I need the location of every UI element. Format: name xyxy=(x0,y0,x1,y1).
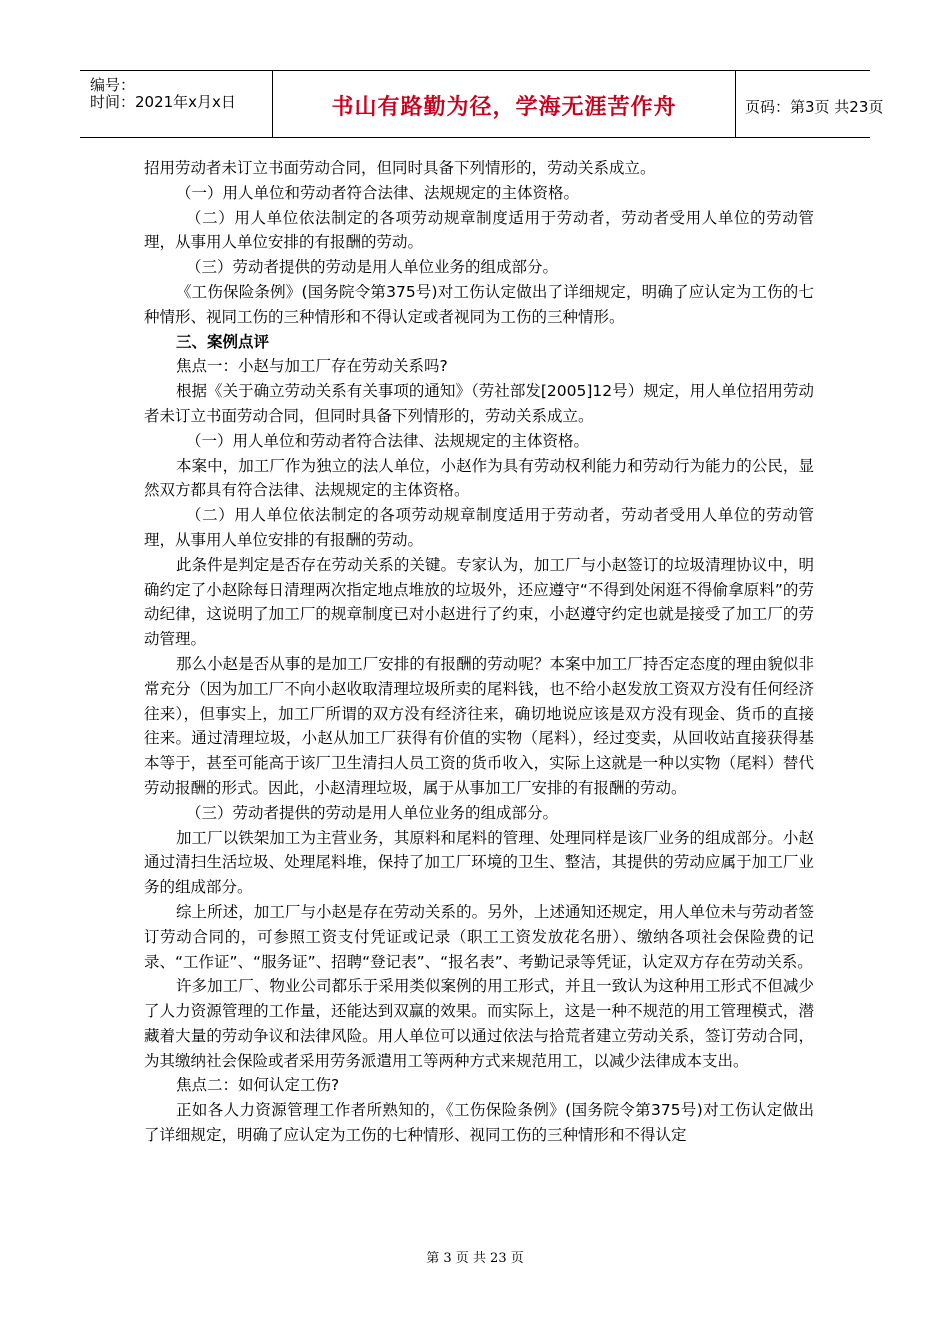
page-header xyxy=(80,70,884,138)
paragraph: 招用劳动者未订立书面劳动合同，但同时具备下列情形的，劳动关系成立。 xyxy=(144,159,656,177)
paragraph: （三）劳动者提供的劳动是用人单位业务的组成部分。 xyxy=(186,258,559,277)
paragraph: 综上所述，加工厂与小赵是存在劳动关系的。另外，上述通知还规定，用人单位未与劳动者签订劳动合同的，可参照工资支付凭证或记录（职工工资发放花名册）、缴纳各项社会保险费的记录、“工作证”、“服务证”、招聘“登记表”、“报名表”、考勤记录等凭证，认定双方存在劳动关系。 xyxy=(144,902,814,971)
paragraph: （二）用人单位依法制定的各项劳动规章制度适用于劳动者，劳动者受用人单位的劳动管理，从事用人单位安排的有报酬的劳动。 xyxy=(144,506,814,549)
document-date: 时间：2021年x月x日 xyxy=(90,93,236,111)
paragraph: 此条件是判定是否存在劳动关系的关键。专家认为，加工厂与小赵签订的垃圾清理协议中，明确约定了小赵除每日清理两次指定地点堆放的垃圾外，还应遵守“不得到处闲逛不得偷拿原料”的劳动纪律，这说明了加工厂的规章制度已对小赵进行了约束，小赵遵守约定也就是接受了加工厂的劳动管理。 xyxy=(144,555,814,649)
paragraph: （一）用人单位和劳动者符合法律、法规规定的主体资格。 xyxy=(176,183,580,202)
header-page-info: 页码：第3页 共23页 xyxy=(745,98,884,116)
paragraph: 那么小赵是否从事的是加工厂安排的有报酬的劳动呢？本案中加工厂持否定态度的理由貌似非常充分（因为加工厂不向小赵收取清理垃圾所卖的尾料钱，也不给小赵发放工资双方没有任何经济往来），但事实上，加工厂所谓的双方没有经济往来，确切地说应该是双方没有现金、货币的直接往来。通过清理垃圾，小赵从加工厂获得有价值的实物（尾料），经过变卖，从回收站直接获得基本等于，甚至可能高于该厂卫生清扫人员工资的货币收入，实际上这就是一种以实物（尾料）替代劳动报酬的形式。因此，小赵清理垃圾，属于从事加工厂安排的有报酬的劳动。 xyxy=(144,654,814,797)
document-number-label: 编号： xyxy=(90,76,136,94)
paragraph: （一）用人单位和劳动者符合法律、法规规定的主体资格。 xyxy=(186,431,590,450)
paragraph: 正如各人力资源管理工作者所熟知的，《工伤保险条例》(国务院令第375号)对工伤认定做出了详细规定，明确了应认定为工伤的七种情形、视同工伤的三种情形和不得认定 xyxy=(144,1101,814,1145)
paragraph: （二）用人单位依法制定的各项劳动规章制度适用于劳动者，劳动者受用人单位的劳动管理，从事用人单位安排的有报酬的劳动。 xyxy=(144,208,814,252)
paragraph: 本案中，加工厂作为独立的法人单位，小赵作为具有劳动权利能力和劳动行为能力的公民，显然双方都具有符合法律、法规规定的主体资格。 xyxy=(144,456,814,500)
paragraph: 许多加工厂、物业公司都乐于采用类似案例的用工形式，并且一致认为这种用工形式不但减少了人力资源管理的工作量，还能达到双赢的效果。而实际上，这是一种不规范的用工管理模式，潜藏着大量的劳动争议和法律风险。用人单位可以通过依法与拾荒者建立劳动关系，签订劳动合同，为其缴纳社会保险或者采用劳务派遣用工等两种方式来规范用工，以减少法律成本支出。 xyxy=(144,977,814,1070)
header-motto-cell xyxy=(272,71,736,137)
paragraph: 根据《关于确立劳动关系有关事项的通知》（劳社部发[2005]12号）规定，用人单位招用劳动者未订立书面劳动合同，但同时具备下列情形的，劳动关系成立。 xyxy=(144,382,814,425)
section-heading: 三、案例点评 xyxy=(176,332,270,351)
page-footer: 第 3 页 共 23 页 xyxy=(426,1251,524,1266)
document-body xyxy=(144,156,814,1148)
focus-heading: 焦点一：小赵与加工厂存在劳动关系吗? xyxy=(176,357,448,376)
paragraph: 加工厂以铁架加工为主营业务，其原料和尾料的管理、处理同样是该厂业务的组成部分。小赵通过清扫生活垃圾、处理尾料堆，保持了加工厂环境的卫生、整洁，其提供的劳动应属于加工厂业务的组成部分。 xyxy=(144,828,814,897)
header-motto: 书山有路勤为径，学海无涯苦作舟 xyxy=(331,95,677,120)
focus-heading: 焦点二：如何认定工伤? xyxy=(176,1076,340,1095)
paragraph: （三）劳动者提供的劳动是用人单位业务的组成部分。 xyxy=(186,803,559,822)
paragraph: 《工伤保险条例》(国务院令第375号)对工伤认定做出了详细规定，明确了应认定为工伤的七种情形、视同工伤的三种情形和不得认定或者视同为工伤的三种情形。 xyxy=(144,282,814,326)
header-left-cell xyxy=(80,71,272,137)
